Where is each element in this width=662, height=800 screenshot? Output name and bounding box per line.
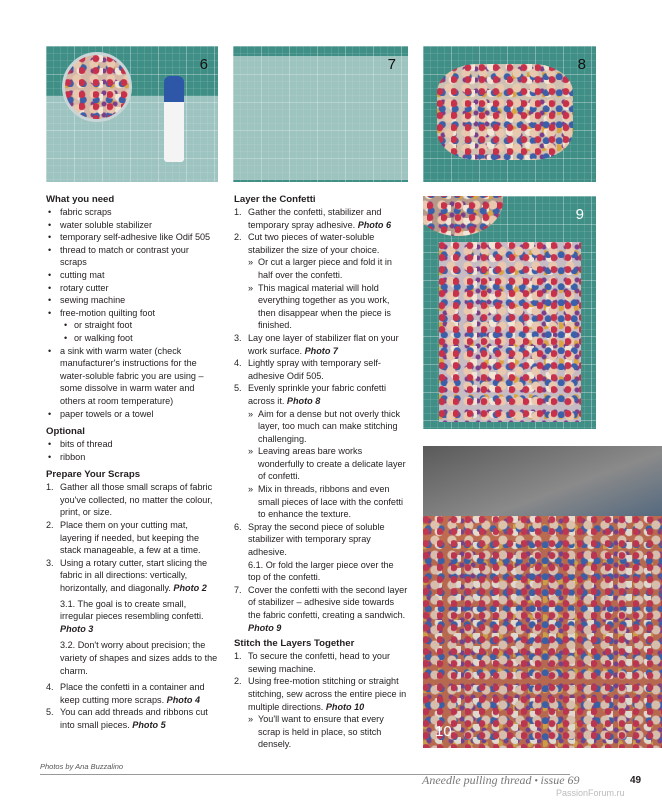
photo-credit: Photos by Ana Buzzalino [40,762,124,771]
photo-ref: Photo 9 [248,622,282,633]
step: 5. You can add threads and ribbons cut into small pieces. Photo 5 [46,707,208,730]
stabilizer-sheet [233,56,408,180]
column-2 [234,193,408,751]
stitch-heading: Stitch the Layers Together [234,638,355,650]
tip: » Aim for a dense but not overly thick layer, too much can make stitching challenging. [234,408,408,446]
what-you-need-heading: What you need [46,194,115,205]
sub-list-item: • or straight foot [46,319,218,332]
prepare-heading: Prepare Your Scraps [46,469,141,481]
list-item: • bits of thread [46,438,218,451]
photo-ref: Photo 2 [173,583,207,594]
sub-list-item: • or walking foot [46,332,218,345]
tip: » You'll want to ensure that every scrap is held in place, so stitch densely. [234,713,408,751]
step: 3. Lay one layer of stabilizer flat on your work surface. Photo 7 [234,332,399,356]
list-item: • ribbon [46,451,218,464]
issue-number: issue 69 [540,773,580,787]
step: 1. To secure the confetti, head to your sewing machine. [234,651,391,674]
confetti-bowl [423,196,503,236]
photo-ref: Photo 3 [60,623,94,634]
stitch-steps [234,650,408,751]
step: 2. Using free-motion stitching or straight stitching, sew across the entire piece in multiple directions. Photo 10 » You'll want to ensure that every scrap is held in place, so stitch densely. [234,675,408,751]
step: 6. Spray the second piece of soluble stabilizer with temporary spray adhesive. 6.1. Or fold the larger piece over the top of the confetti. [234,521,408,584]
list-item: • thread to match or contrast your scraps [46,244,218,269]
page-number: 49 [630,775,642,786]
confetti-sandwich [439,242,581,422]
photo-ref: Photo 7 [304,345,338,356]
photo-ref: Photo 4 [166,694,200,705]
photo-ref: Photo 8 [286,395,321,406]
list-item: • rotary cutter [46,282,218,295]
list-item: • water soluble stabilizer [46,219,218,232]
list-item: • cutting mat [46,269,218,282]
sub-step: 3.2. Don't worry about precision; the variety of shapes and sizes adds to the charm. [60,640,218,676]
step: 1. Gather the confetti, stabilizer and temporary spray adhesive. Photo 6 [234,207,392,230]
stitched-confetti [423,516,662,748]
tip: » This magical material will hold everything together as you work, then disappear when the piece is finished. [234,282,408,332]
photo-ref: Photo 6 [357,219,392,230]
step: 4. Lightly spray with temporary self-adhesive Odif 505. [234,358,381,381]
magazine-name: Aneedle pulling thread • issue 69 [422,773,580,787]
photo-number: 8 [577,56,586,73]
step: 5. Evenly sprinkle your fabric confetti across it. Photo 8 » Aim for a dense but not overly thick layer, too much can make stitching challenging. » Leaving areas bare works wonderfully to create a delicate layer of confetti. » Mix in threads, ribbons and even small pieces of lace with the confetti to enhance the texture. [234,382,408,521]
photo-number: 9 [575,206,584,223]
list-item: • paper towels or a towel [46,408,218,421]
photo-number: 6 [199,56,208,73]
step: 1. Gather all those small scraps of fabric you've collected, no matter the colour, print, or size. [46,482,213,518]
list-item: • temporary self-adhesive like Odif 505 [46,231,218,244]
optional-list [46,438,218,463]
confetti-bowl [62,52,132,122]
what-you-need-list [46,206,218,420]
photo-8 [423,46,596,182]
step: 7. Cover the confetti with the second layer of stabilizer – adhesive side towards the fabric confetti, creating a sandwich. Photo 9 [234,584,408,633]
list-item: • a sink with warm water (check manufacturer's instructions for the water-soluble fabric you are using – some dissolve in warm water and others at room temperature) [46,345,218,408]
watermark: PassionForum.ru [556,788,625,798]
confetti-pile [437,64,573,160]
sub-step: 6.1. Or fold the larger piece over the top of the confetti. [248,559,394,583]
prepare-steps [46,481,218,731]
step: 2. Cut two pieces of water-soluble stabilizer the size of your choice. » Or cut a larger piece and fold it in half over the confetti. » This magical material will hold everything together as you work, then disappear when the piece is finished. [234,231,408,332]
photo-number: 7 [387,56,396,73]
list-item: • fabric scraps [46,206,218,219]
sub-step: 3.1. The goal is to create small, irregular pieces resembling confetti. Photo 3 [60,598,204,634]
tip: » Mix in threads, ribbons and even small pieces of lace with the confetti to enhance the texture. [234,483,408,521]
step: 4. Place the confetti in a container and keep cutting more scraps. Photo 4 [46,682,205,705]
column-1 [46,193,218,732]
photo-ref: Photo 5 [132,719,166,730]
photo-10 [423,446,662,748]
optional-heading: Optional [46,426,85,438]
photo-ref: Photo 10 [325,701,365,712]
photo-9 [423,196,596,429]
photo-number: 10 [435,723,452,740]
tip: » Or cut a larger piece and fold it in half over the confetti. [234,256,408,281]
step: 2. Place them on your cutting mat, layering if needed, but keeping the stack manageable, a few at a time. [46,520,201,556]
layer-steps [234,206,408,634]
list-item: • free-motion quilting foot [46,307,218,320]
photo-7 [233,46,408,182]
photo-6 [46,46,218,182]
tip: » Leaving areas bare works wonderfully to create a delicate layer of confetti. [234,445,408,483]
list-item: • sewing machine [46,294,218,307]
spray-can [164,76,184,162]
layer-heading: Layer the Confetti [234,194,316,205]
step: 3. Using a rotary cutter, start slicing the fabric in all directions: vertically, horizontally, and diagonally. Photo 2 3.1. The goal is to create small, irregular pieces resembling confetti. Photo 3 3.2. Don't worry about precision; the variety of shapes and sizes adds to the charm. [46,557,218,676]
